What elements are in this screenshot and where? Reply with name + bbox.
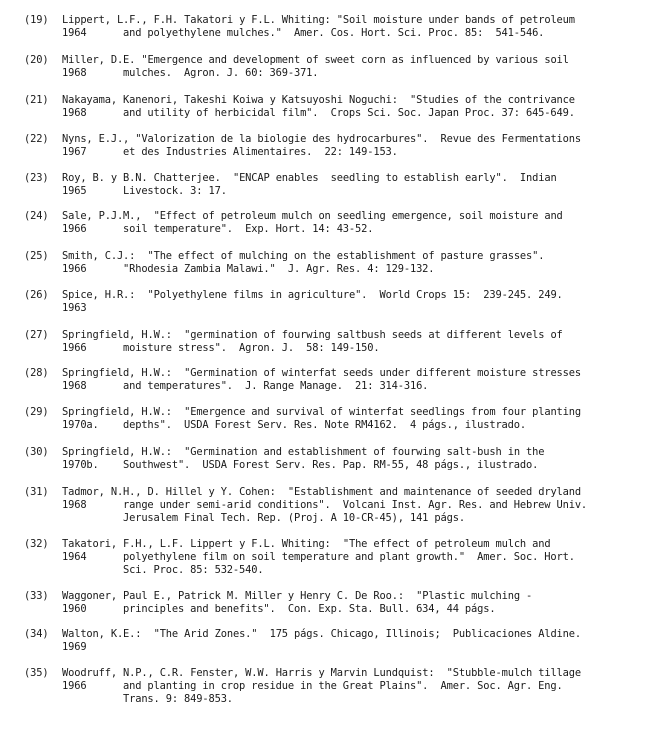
reference-number: (23) xyxy=(24,172,49,184)
reference-number: (20) xyxy=(24,54,49,66)
reference-text-line: and utility of herbicidal film". Crops Sci. Soc. Japan Proc. 37: 645-649. xyxy=(123,107,575,119)
reference-text-line: Springfield, H.W.: "germination of fourwing saltbush seeds at different levels of xyxy=(62,329,563,341)
reference-text-line: moisture stress". Agron. J. 58: 149-150. xyxy=(123,342,380,354)
reference-text-line: Lippert, L.F., F.H. Takatori y F.L. Whiting: "Soil moisture under bands of petroleum xyxy=(62,14,575,26)
reference-text-line: Tadmor, N.H., D. Hillel y Y. Cohen: "Establishment and maintenance of seeded dryland xyxy=(62,486,581,498)
reference-text-line: and planting in crop residue in the Great Plains". Amer. Soc. Agr. Eng. xyxy=(123,680,563,692)
reference-text-line: Sci. Proc. 85: 532-540. xyxy=(123,564,264,576)
reference-text-line: Smith, C.J.: "The effect of mulching on the establishment of pasture grasses". xyxy=(62,250,545,262)
reference-text-line: Trans. 9: 849-853. xyxy=(123,693,233,705)
reference-text-line: depths". USDA Forest Serv. Res. Note RM4162. 4 págs., ilustrado. xyxy=(123,419,526,431)
reference-text-line: mulches. Agron. J. 60: 369-371. xyxy=(123,67,319,79)
reference-number: (35) xyxy=(24,667,49,679)
reference-number: (26) xyxy=(24,289,49,301)
reference-text-line: "Rhodesia Zambia Malawi." J. Agr. Res. 4: 129-132. xyxy=(123,263,435,275)
reference-year: 1970b. xyxy=(62,459,99,471)
reference-year: 1964 xyxy=(62,27,87,39)
reference-number: (25) xyxy=(24,250,49,262)
reference-number: (34) xyxy=(24,628,49,640)
reference-text-line: Roy, B. y B.N. Chatterjee. "ENCAP enables seedling to establish early". Indian xyxy=(62,172,557,184)
reference-text-line: Sale, P.J.M., "Effect of petroleum mulch on seedling emergence, soil moisture and xyxy=(62,210,563,222)
reference-number: (27) xyxy=(24,329,49,341)
reference-number: (29) xyxy=(24,406,49,418)
reference-text-line: principles and benefits". Con. Exp. Sta. Bull. 634, 44 págs. xyxy=(123,603,496,615)
reference-number: (33) xyxy=(24,590,49,602)
reference-text-line: Southwest". USDA Forest Serv. Res. Pap. RM-55, 48 págs., ilustrado. xyxy=(123,459,539,471)
reference-year: 1963 xyxy=(62,302,87,314)
reference-year: 1966 xyxy=(62,342,87,354)
reference-year: 1966 xyxy=(62,263,87,275)
reference-year: 1968 xyxy=(62,499,87,511)
reference-text-line: Walton, K.E.: "The Arid Zones." 175 págs. Chicago, Illinois; Publicaciones Aldine. xyxy=(62,628,581,640)
reference-number: (24) xyxy=(24,210,49,222)
reference-text-line: Nakayama, Kanenori, Takeshi Koiwa y Katsuyoshi Noguchi: "Studies of the contrivance xyxy=(62,94,575,106)
reference-text-line: Jerusalem Final Tech. Rep. (Proj. A 10-CR-45), 141 págs. xyxy=(123,512,465,524)
reference-year: 1968 xyxy=(62,380,87,392)
reference-number: (22) xyxy=(24,133,49,145)
reference-year: 1960 xyxy=(62,603,87,615)
reference-year: 1968 xyxy=(62,107,87,119)
reference-text-line: and temperatures". J. Range Manage. 21: 314-316. xyxy=(123,380,429,392)
reference-text-line: Waggoner, Paul E., Patrick M. Miller y Henry C. De Roo.: "Plastic mulching - xyxy=(62,590,533,602)
reference-text-line: et des Industries Alimentaires. 22: 149-153. xyxy=(123,146,398,158)
reference-text-line: Springfield, H.W.: "Germination of winterfat seeds under different moisture stresses xyxy=(62,367,581,379)
reference-year: 1970a. xyxy=(62,419,99,431)
reference-number: (30) xyxy=(24,446,49,458)
reference-text-line: range under semi-arid conditions". Volcani Inst. Agr. Res. and Hebrew Univ. xyxy=(123,499,588,511)
reference-text-line: soil temperature". Exp. Hort. 14: 43-52. xyxy=(123,223,374,235)
reference-number: (19) xyxy=(24,14,49,26)
reference-text-line: Springfield, H.W.: "Emergence and survival of winterfat seedlings from four planting xyxy=(62,406,581,418)
reference-number: (32) xyxy=(24,538,49,550)
reference-year: 1966 xyxy=(62,680,87,692)
reference-text-line: Springfield, H.W.: "Germination and establishment of fourwing salt-bush in the xyxy=(62,446,545,458)
reference-year: 1969 xyxy=(62,641,87,653)
reference-number: (28) xyxy=(24,367,49,379)
reference-text-line: Miller, D.E. "Emergence and development of sweet corn as influenced by various soil xyxy=(62,54,569,66)
reference-text-line: Nyns, E.J., "Valorization de la biologie des hydrocarbures". Revue des Fermentations xyxy=(62,133,581,145)
reference-year: 1965 xyxy=(62,185,87,197)
reference-text-line: Livestock. 3: 17. xyxy=(123,185,227,197)
reference-text-line: Takatori, F.H., L.F. Lippert y F.L. Whiting: "The effect of petroleum mulch and xyxy=(62,538,551,550)
reference-number: (21) xyxy=(24,94,49,106)
reference-text-line: and polyethylene mulches." Amer. Cos. Hort. Sci. Proc. 85: 541-546. xyxy=(123,27,545,39)
reference-year: 1968 xyxy=(62,67,87,79)
reference-text-line: Spice, H.R.: "Polyethylene films in agriculture". World Crops 15: 239-245. 249. xyxy=(62,289,563,301)
reference-text-line: Woodruff, N.P., C.R. Fenster, W.W. Harris y Marvin Lundquist: "Stubble-mulch tillage xyxy=(62,667,581,679)
reference-number: (31) xyxy=(24,486,49,498)
reference-text-line: polyethylene film on soil temperature and plant growth." Amer. Soc. Hort. xyxy=(123,551,575,563)
reference-year: 1964 xyxy=(62,551,87,563)
reference-year: 1966 xyxy=(62,223,87,235)
reference-year: 1967 xyxy=(62,146,87,158)
